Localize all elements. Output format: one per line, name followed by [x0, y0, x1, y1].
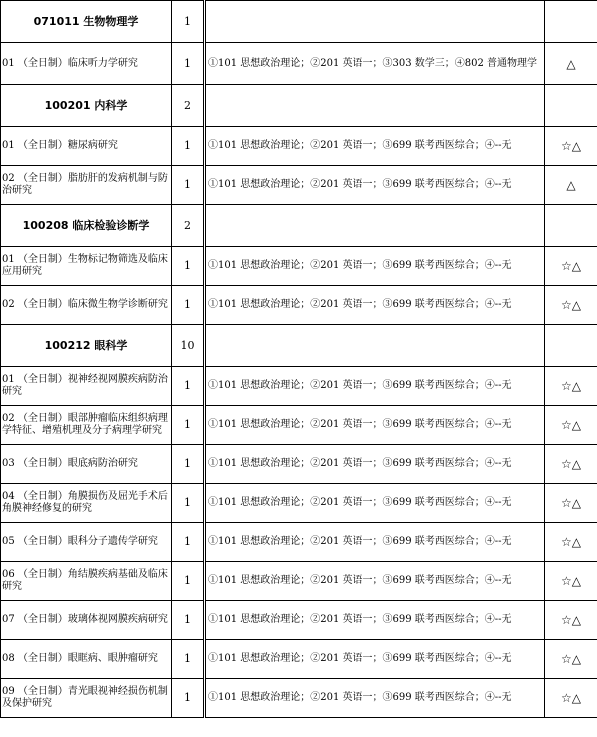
research-direction: 07 （全日制）玻璃体视网膜疾病研究 — [1, 601, 172, 640]
remark-mark: ☆△ — [545, 523, 597, 562]
remark-mark — [545, 85, 597, 127]
research-direction: 01 （全日制）视神经视网膜疾病防治研究 — [1, 367, 172, 406]
research-direction: 01 （全日制）临床听力学研究 — [1, 43, 172, 85]
research-direction: 01 （全日制）糖尿病研究 — [1, 127, 172, 166]
remark-mark: ☆△ — [545, 367, 597, 406]
table-row — [1, 325, 597, 367]
enrollment-count: 1 — [172, 367, 205, 406]
exam-subjects: ①101 思想政治理论；②201 英语一；③699 联考西医综合；④--无 — [205, 286, 545, 325]
remark-mark: ☆△ — [545, 640, 597, 679]
exam-subjects: ①101 思想政治理论；②201 英语一；③699 联考西医综合；④--无 — [205, 445, 545, 484]
research-direction: 03 （全日制）眼底病防治研究 — [1, 445, 172, 484]
exam-subjects: ①101 思想政治理论；②201 英语一；③699 联考西医综合；④--无 — [205, 484, 545, 523]
discipline-name: 071011 生物物理学 — [1, 1, 172, 43]
research-direction: 01 （全日制）生物标记物筛选及临床应用研究 — [1, 247, 172, 286]
enrollment-count: 1 — [172, 166, 205, 205]
research-direction: 02 （全日制）脂肪肝的发病机制与防治研究 — [1, 166, 172, 205]
enrollment-count: 1 — [172, 679, 205, 718]
remark-mark: ☆△ — [545, 601, 597, 640]
table-row — [1, 679, 597, 718]
remark-mark: ☆△ — [545, 286, 597, 325]
table-row — [1, 445, 597, 484]
discipline-name: 100201 内科学 — [1, 85, 172, 127]
enrollment-count: 1 — [172, 640, 205, 679]
remark-mark: △ — [545, 43, 597, 85]
enrollment-count: 1 — [172, 286, 205, 325]
enrollment-count: 2 — [172, 85, 205, 127]
remark-mark: ☆△ — [545, 679, 597, 718]
research-direction: 02 （全日制）临床微生物学诊断研究 — [1, 286, 172, 325]
table-row — [1, 85, 597, 127]
enrollment-count: 1 — [172, 247, 205, 286]
remark-mark: ☆△ — [545, 127, 597, 166]
remark-mark: △ — [545, 166, 597, 205]
enrollment-count: 1 — [172, 43, 205, 85]
enrollment-count: 2 — [172, 205, 205, 247]
enrollment-count: 10 — [172, 325, 205, 367]
table-row — [1, 367, 597, 406]
research-direction: 02 （全日制）眼部肿瘤临床组织病理学特征、增殖机理及分子病理学研究 — [1, 406, 172, 445]
research-direction: 08 （全日制）眼眶病、眼肿瘤研究 — [1, 640, 172, 679]
exam-subjects: ①101 思想政治理论；②201 英语一；③699 联考西医综合；④--无 — [205, 679, 545, 718]
table-row — [1, 523, 597, 562]
exam-subjects: ①101 思想政治理论；②201 英语一；③699 联考西医综合；④--无 — [205, 127, 545, 166]
exam-subjects — [205, 325, 545, 367]
exam-subjects: ①101 思想政治理论；②201 英语一；③699 联考西医综合；④--无 — [205, 523, 545, 562]
enrollment-count: 1 — [172, 445, 205, 484]
table-row — [1, 562, 597, 601]
exam-subjects: ①101 思想政治理论；②201 英语一；③699 联考西医综合；④--无 — [205, 601, 545, 640]
table-row — [1, 166, 597, 205]
table-row — [1, 406, 597, 445]
enrollment-count: 1 — [172, 1, 205, 43]
enrollment-count: 1 — [172, 523, 205, 562]
discipline-name: 100212 眼科学 — [1, 325, 172, 367]
exam-subjects: ①101 思想政治理论；②201 英语一；③699 联考西医综合；④--无 — [205, 640, 545, 679]
table-row — [1, 601, 597, 640]
enrollment-count: 1 — [172, 127, 205, 166]
table-row — [1, 640, 597, 679]
table-row — [1, 247, 597, 286]
table-row — [1, 43, 597, 85]
enrollment-count: 1 — [172, 601, 205, 640]
discipline-name: 100208 临床检验诊断学 — [1, 205, 172, 247]
enrollment-count: 1 — [172, 406, 205, 445]
table-row — [1, 484, 597, 523]
table-row — [1, 127, 597, 166]
exam-subjects: ①101 思想政治理论；②201 英语一；③699 联考西医综合；④--无 — [205, 367, 545, 406]
enrollment-count: 1 — [172, 562, 205, 601]
exam-subjects — [205, 85, 545, 127]
table-row — [1, 205, 597, 247]
exam-subjects: ①101 思想政治理论；②201 英语一；③699 联考西医综合；④--无 — [205, 247, 545, 286]
table-row — [1, 1, 597, 43]
remark-mark — [545, 205, 597, 247]
remark-mark: ☆△ — [545, 562, 597, 601]
research-direction: 04 （全日制）角膜损伤及屈光手术后角膜神经修复的研究 — [1, 484, 172, 523]
remark-mark: ☆△ — [545, 406, 597, 445]
remark-mark: ☆△ — [545, 445, 597, 484]
table-row — [1, 286, 597, 325]
exam-subjects — [205, 205, 545, 247]
remark-mark — [545, 1, 597, 43]
research-direction: 06 （全日制）角结膜疾病基础及临床研究 — [1, 562, 172, 601]
exam-subjects: ①101 思想政治理论；②201 英语一；③699 联考西医综合；④--无 — [205, 406, 545, 445]
enrollment-count: 1 — [172, 484, 205, 523]
remark-mark: ☆△ — [545, 247, 597, 286]
exam-subjects: ①101 思想政治理论；②201 英语一；③303 数学三；④802 普通物理学 — [205, 43, 545, 85]
remark-mark: ☆△ — [545, 484, 597, 523]
exam-subjects: ①101 思想政治理论；②201 英语一；③699 联考西医综合；④--无 — [205, 562, 545, 601]
remark-mark — [545, 325, 597, 367]
exam-subjects: ①101 思想政治理论；②201 英语一；③699 联考西医综合；④--无 — [205, 166, 545, 205]
research-direction: 05 （全日制）眼科分子遗传学研究 — [1, 523, 172, 562]
exam-subjects — [205, 1, 545, 43]
research-direction: 09 （全日制）青光眼视神经损伤机制及保护研究 — [1, 679, 172, 718]
